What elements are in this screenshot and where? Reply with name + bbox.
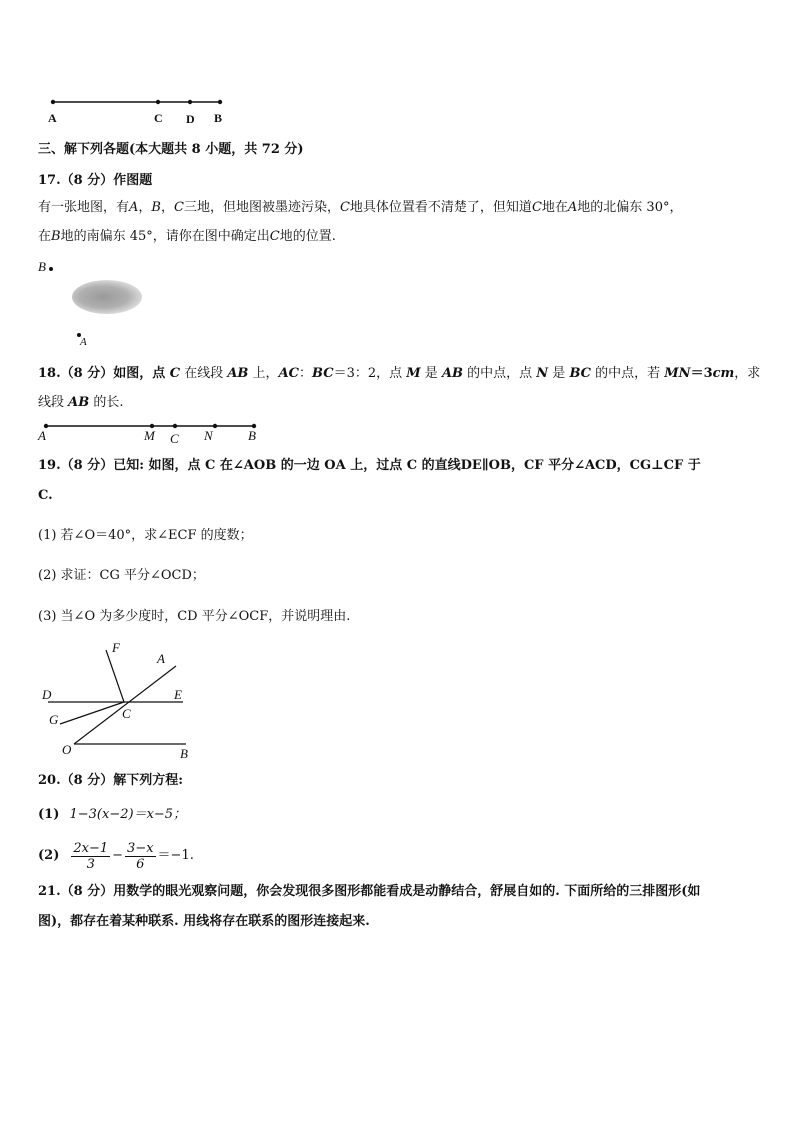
- rhs: ＝−1.: [157, 848, 194, 863]
- var: MN: [664, 366, 691, 381]
- text: ，求: [734, 366, 761, 381]
- text: ＝3：2，点: [333, 366, 407, 381]
- point-c: [173, 424, 177, 428]
- map-label-b: B: [38, 259, 46, 274]
- text: 是: [420, 366, 442, 381]
- q18-line1: [38, 366, 760, 382]
- label-a: A: [157, 651, 165, 666]
- numerator: 2x−1: [73, 840, 109, 856]
- label-g: G: [49, 712, 59, 727]
- var-c: C: [269, 229, 280, 244]
- var: AB: [227, 366, 249, 381]
- label-c: C: [170, 431, 179, 446]
- q19-sub2: (2) 求证：CG 平分∠OCD；: [38, 568, 205, 583]
- equation: 1−3(x−2)＝x−5；: [69, 807, 187, 822]
- q21-line1: 21.（8 分）用数学的眼光观察问题，你会发现很多图形都能看成是动静结合，舒展自如的. 下面所给的三排图形(如: [38, 884, 701, 899]
- q20-eq1: [38, 807, 186, 823]
- text: 地在: [541, 200, 568, 215]
- q20-eq2: [38, 836, 194, 876]
- q17-line1: [38, 200, 682, 216]
- point-a: [51, 100, 55, 104]
- minus: −: [112, 848, 124, 863]
- var: M: [406, 366, 421, 381]
- label-b: B: [248, 428, 256, 443]
- label-o: O: [62, 742, 72, 757]
- text: 地的北偏东 30°，: [577, 200, 683, 215]
- map-label-a: A: [80, 336, 87, 348]
- point-c: [156, 100, 160, 104]
- eq-label: (2): [38, 848, 60, 863]
- label-c: C: [122, 706, 131, 721]
- text: 三地，但地图被墨迹污染，: [183, 200, 340, 215]
- text: 在线段: [180, 366, 228, 381]
- ray-oa: [74, 666, 176, 744]
- var-b: B: [51, 229, 61, 244]
- unit: cm: [712, 366, 735, 381]
- text: 在: [38, 229, 52, 244]
- text: 地具体位置看不清楚了，但知道: [349, 200, 532, 215]
- fraction-2: [125, 841, 156, 872]
- q19-sub3: (3) 当∠O 为多少度时，CD 平分∠OCF，并说明理由.: [38, 609, 351, 624]
- label-m: M: [144, 428, 155, 443]
- text: 的长.: [89, 395, 124, 410]
- var: AB: [68, 395, 90, 410]
- label-a: A: [48, 111, 57, 125]
- numerator: 3−x: [127, 840, 154, 856]
- eq-label: (1): [38, 807, 60, 822]
- text: ，: [160, 200, 174, 215]
- fraction-1: [71, 841, 110, 872]
- text: 地的南偏东 45°，请你在图中确定出: [60, 229, 270, 244]
- label-f: F: [112, 640, 120, 655]
- var: AC: [278, 366, 299, 381]
- text: 是: [548, 366, 570, 381]
- section-header: 三、解下列各题(本大题共 8 小题，共 72 分): [38, 142, 304, 157]
- denominator: 6: [136, 856, 145, 872]
- text: 的中点，点: [463, 366, 537, 381]
- q18-line2: [38, 395, 123, 411]
- var-c: C: [339, 200, 350, 215]
- text: ：: [299, 366, 313, 381]
- map-point-b: [49, 267, 53, 271]
- label-e: E: [174, 687, 182, 702]
- q17-title: 17.（8 分）作图题: [38, 173, 153, 188]
- text: 上，: [248, 366, 279, 381]
- var: N: [536, 366, 549, 381]
- label-b: B: [180, 746, 188, 761]
- q19-sub1: (1) 若∠O＝40°，求∠ECF 的度数；: [38, 528, 253, 543]
- text: ＝3: [690, 366, 713, 381]
- denominator: 3: [86, 856, 95, 872]
- var-c: C: [531, 200, 542, 215]
- var-c: C: [174, 200, 184, 215]
- label-d: D: [42, 687, 52, 702]
- q21-line2: 图)，都存在着某种联系. 用线将存在联系的图形连接起来.: [38, 914, 370, 929]
- label-b: B: [214, 111, 223, 125]
- var: AB: [441, 366, 464, 381]
- text: 18.（8 分）如图，点: [38, 366, 170, 381]
- label-c: C: [154, 111, 163, 125]
- var: C: [169, 366, 181, 381]
- q20-title: 20.（8 分）解下列方程:: [38, 773, 183, 788]
- point-n: [213, 424, 217, 428]
- point-d: [188, 100, 192, 104]
- var-b: B: [151, 200, 161, 215]
- ink-blot: [72, 280, 142, 314]
- top-segment-diagram: [40, 92, 240, 128]
- var: BC: [312, 366, 334, 381]
- text: 有一张地图，有: [38, 200, 130, 215]
- q19-line1: 19.（8 分）已知: 如图，点 C 在∠AOB 的一边 OA 上，过点 C 的直线DE∥OB，CF 平分∠ACD，CG⊥CF 于: [38, 458, 701, 473]
- q18-segment-diagram: [36, 420, 276, 434]
- text: 线段: [38, 395, 69, 410]
- var-a: A: [129, 200, 139, 215]
- ray-cf: [106, 650, 124, 702]
- text: 地的位置.: [279, 229, 336, 244]
- point-b: [218, 100, 222, 104]
- var-a: A: [567, 200, 578, 215]
- q17-line2: [38, 229, 336, 245]
- q19-line2: C.: [38, 488, 53, 503]
- text: ，: [138, 200, 152, 215]
- var: BC: [569, 366, 592, 381]
- label-n: N: [204, 428, 213, 443]
- label-a: A: [38, 428, 46, 443]
- label-d: D: [186, 112, 195, 126]
- text: 的中点，若: [591, 366, 665, 381]
